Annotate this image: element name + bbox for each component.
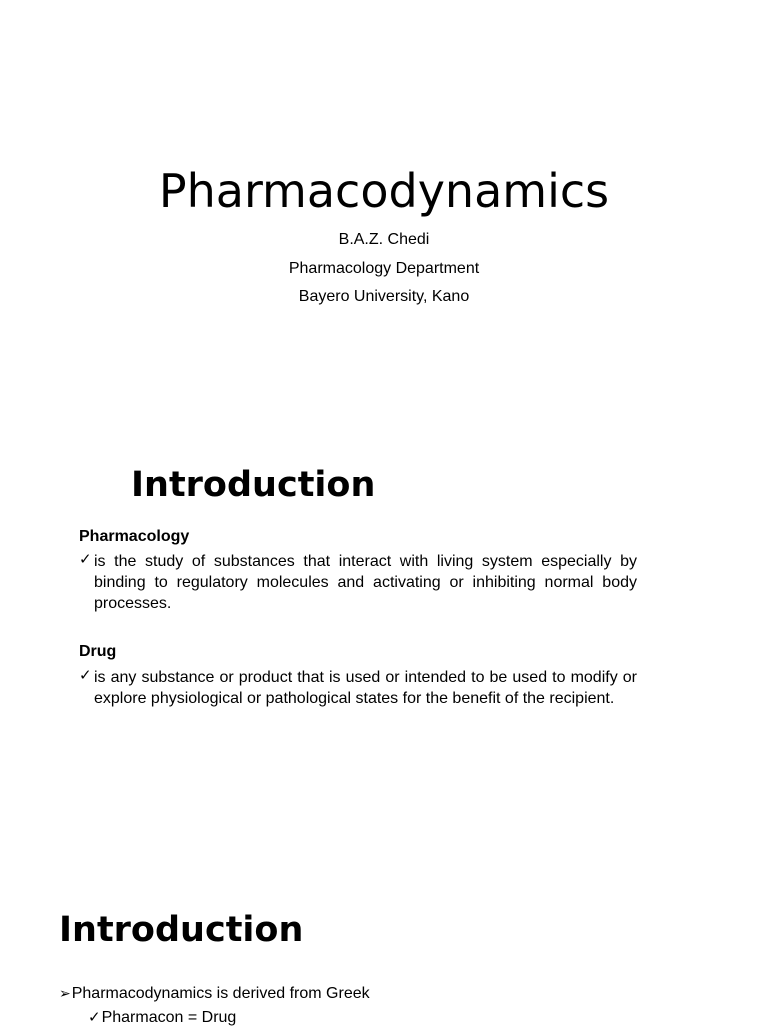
definition-term: Pharmacology bbox=[79, 528, 190, 545]
definition-term: Drug bbox=[79, 643, 117, 660]
introduction-slide-continued bbox=[0, 880, 768, 1024]
definition-text: is the study of substances that interact with living system especially by binding to regulatory molecules and activating or inhibiting normal body processes. bbox=[94, 553, 637, 612]
check-icon: ✓ bbox=[79, 666, 92, 684]
sub-list-item bbox=[88, 1007, 236, 1028]
check-icon: ✓ bbox=[79, 550, 92, 568]
definition-text-block bbox=[79, 667, 637, 709]
arrow-right-icon: ➢ bbox=[59, 986, 71, 1002]
definition-text: is any substance or product that is used or intended to be used to modify or explore physiological or pathological states for the benefit of the recipient. bbox=[94, 669, 637, 707]
check-icon: ✓ bbox=[88, 1008, 101, 1026]
slide-heading: Introduction bbox=[59, 910, 304, 950]
list-item-text: Pharmacodynamics is derived from Greek bbox=[71, 985, 370, 1002]
slide-heading: Introduction bbox=[131, 465, 376, 505]
presentation-title: Pharmacodynamics bbox=[158, 164, 610, 218]
list-item bbox=[59, 984, 370, 1004]
definition-text-block bbox=[79, 551, 637, 614]
sub-list-item-text: Pharmacon = Drug bbox=[101, 1009, 237, 1026]
introduction-slide bbox=[0, 430, 768, 760]
department-name: Pharmacology Department bbox=[288, 260, 480, 277]
university-name: Bayero University, Kano bbox=[298, 288, 470, 305]
title-slide bbox=[0, 0, 768, 340]
author-name: B.A.Z. Chedi bbox=[338, 231, 430, 248]
